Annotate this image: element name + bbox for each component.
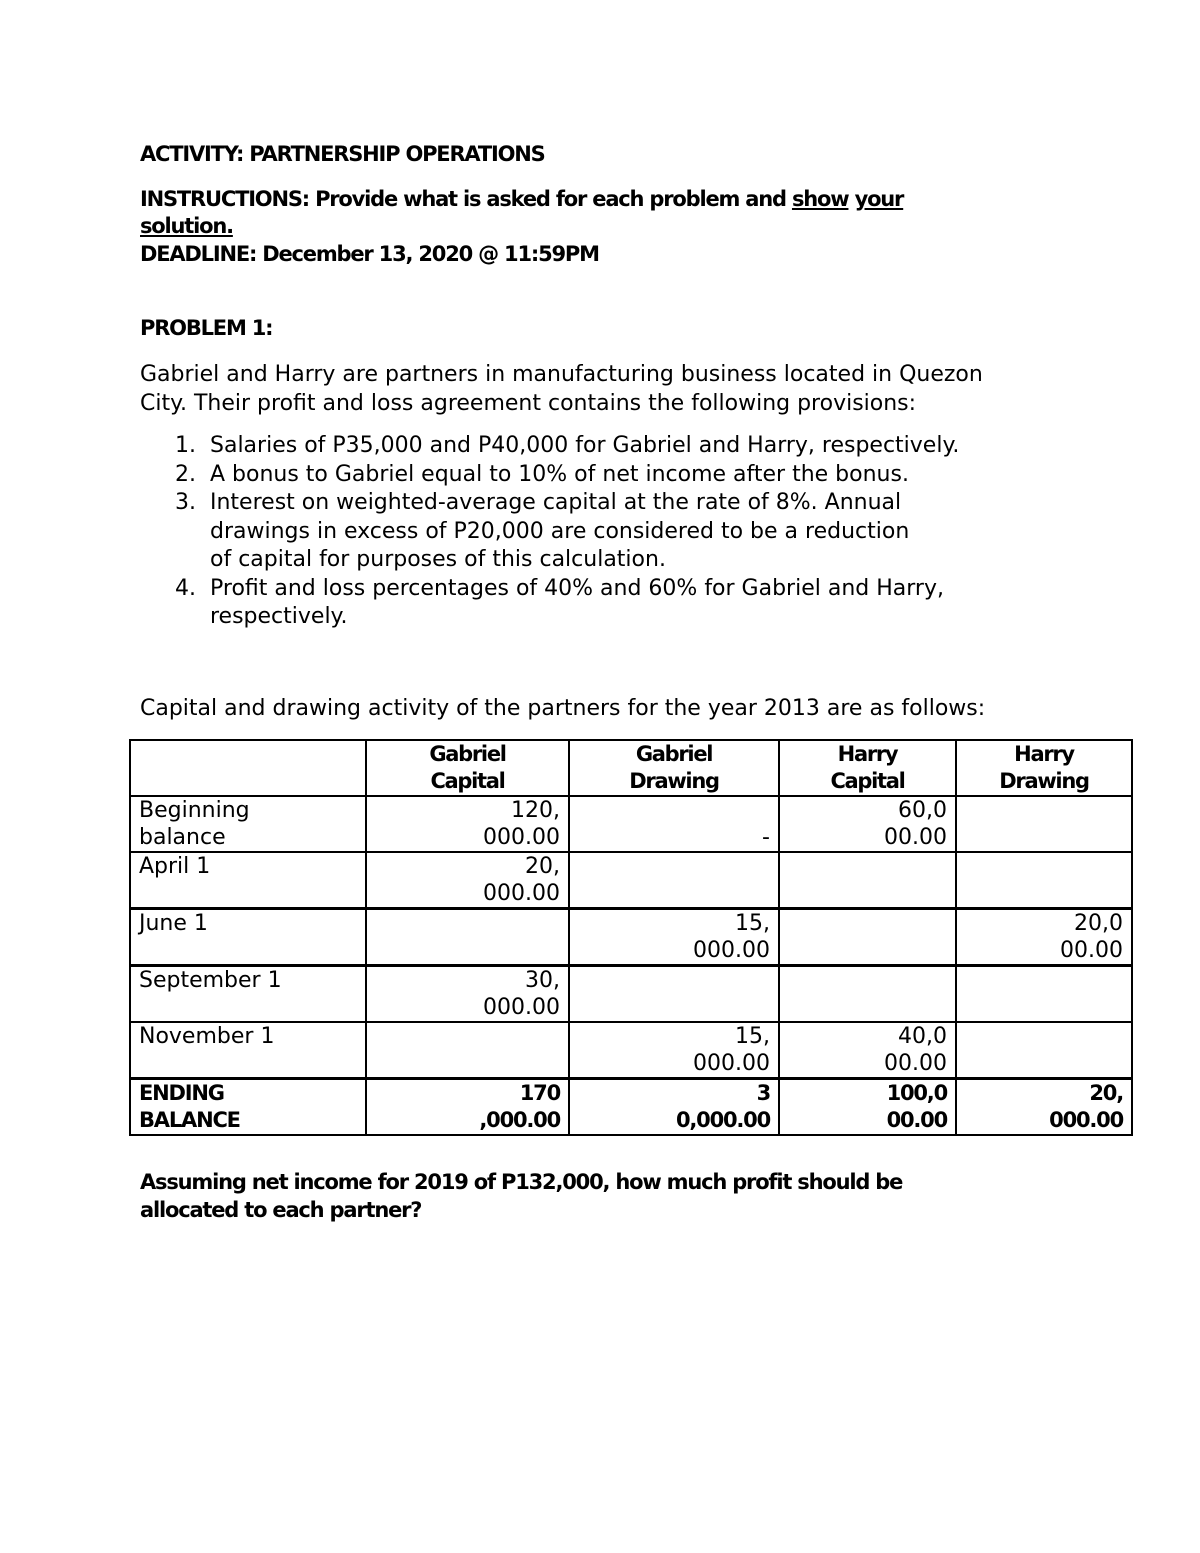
provision-item <box>140 432 959 461</box>
deadline: DEADLINE: December 13, 2020 @ 11:59PM <box>140 242 599 266</box>
table-header-cell: Harry Capital <box>779 740 956 796</box>
provision-text: Interest on weighted-average capital at the rate of 8%. Annual drawings in excess of P20,000 are considered to be a reduction of capital for purposes of this calculation. <box>210 490 910 572</box>
value-cell: 120, 000.00 <box>366 796 569 852</box>
table-row <box>130 1022 1132 1079</box>
value-cell <box>569 852 779 909</box>
value-cell <box>956 966 1132 1023</box>
provision-number: 1. <box>175 433 196 458</box>
table-row <box>130 909 1132 966</box>
instructions-show: show <box>791 187 849 211</box>
instructions-line2 <box>140 213 233 240</box>
instructions-label: INSTRUCTIONS <box>140 187 302 211</box>
row-label-cell: September 1 <box>130 966 366 1023</box>
value-cell <box>569 966 779 1023</box>
provisions-list <box>140 432 959 632</box>
table-row <box>130 852 1132 909</box>
value-cell: 15, 000.00 <box>569 909 779 966</box>
value-cell <box>956 796 1132 852</box>
total-value-cell: 170 ,000.00 <box>366 1079 569 1136</box>
provision-text: A bonus to Gabriel equal to 10% of net income after the bonus. <box>210 461 909 487</box>
value-cell: 15, 000.00 <box>569 1022 779 1079</box>
provision-item <box>140 575 959 632</box>
total-value-cell: 3 0,000.00 <box>569 1079 779 1136</box>
instructions-text: : Provide what is asked for each problem and <box>301 187 792 211</box>
table-header-cell: Gabriel Drawing <box>569 740 779 796</box>
provision-number: 3. <box>175 490 196 515</box>
question-line-2: allocated to each partner? <box>140 1198 422 1222</box>
table-header-cell: Gabriel Capital <box>366 740 569 796</box>
value-cell <box>779 909 956 966</box>
table-row <box>130 966 1132 1023</box>
value-cell <box>779 852 956 909</box>
provision-number: 4. <box>175 575 196 601</box>
row-label-cell: June 1 <box>130 909 366 966</box>
provision-text: Profit and loss percentages of 40% and 60% for Gabriel and Harry, respectively. <box>210 575 944 629</box>
provision-text: Salaries of P35,000 and P40,000 for Gabriel and Harry, respectively. <box>210 433 960 458</box>
instructions-your: your <box>854 187 904 211</box>
table-header-cell <box>130 740 366 796</box>
value-cell: 60,0 00.00 <box>779 796 956 852</box>
table-header-row <box>130 740 1132 796</box>
provision-item <box>140 461 959 490</box>
value-cell: 40,0 00.00 <box>779 1022 956 1079</box>
value-cell <box>956 852 1132 909</box>
value-cell <box>366 909 569 966</box>
value-cell: 20,0 00.00 <box>956 909 1132 966</box>
instructions <box>140 186 903 213</box>
value-cell <box>956 1022 1132 1079</box>
intro-line-1: Gabriel and Harry are partners in manufacturing business located in Quezon <box>140 362 983 387</box>
table-intro: Capital and drawing activity of the partners for the year 2013 are as follows: <box>140 696 986 721</box>
row-label-cell: November 1 <box>130 1022 366 1079</box>
value-cell <box>779 966 956 1023</box>
problem-label: PROBLEM 1: <box>140 316 273 340</box>
instructions-solution: solution. <box>140 214 233 238</box>
value-cell: - <box>569 796 779 852</box>
question-line-1: Assuming net income for 2019 of P132,000, how much profit should be <box>140 1170 903 1194</box>
row-label-cell: April 1 <box>130 852 366 909</box>
total-value-cell: 20, 000.00 <box>956 1079 1132 1136</box>
table-row <box>130 796 1132 852</box>
intro-line-2: City. Their profit and loss agreement contains the following provisions: <box>140 391 917 416</box>
activity-title: ACTIVITY: PARTNERSHIP OPERATIONS <box>140 142 545 166</box>
value-cell: 30, 000.00 <box>366 966 569 1023</box>
value-cell: 20, 000.00 <box>366 852 569 909</box>
table-header-cell: Harry Drawing <box>956 740 1132 796</box>
capital-drawing-table <box>129 739 1133 1136</box>
value-cell <box>366 1022 569 1079</box>
total-label-cell: ENDING BALANCE <box>130 1079 366 1136</box>
total-value-cell: 100,0 00.00 <box>779 1079 956 1136</box>
provision-number: 2. <box>175 461 196 487</box>
provision-item <box>140 489 959 575</box>
table-total-row <box>130 1079 1132 1136</box>
row-label-cell: Beginning balance <box>130 796 366 852</box>
